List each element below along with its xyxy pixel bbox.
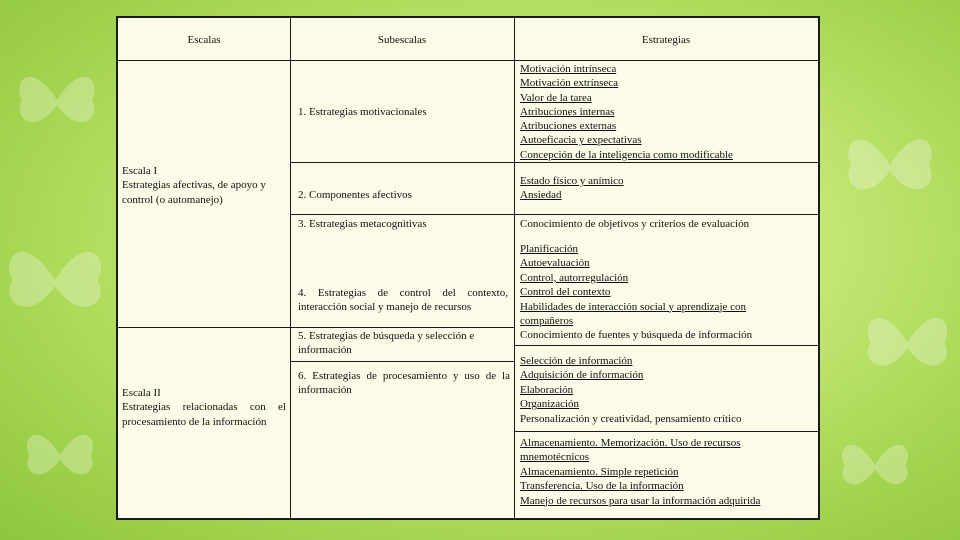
escala-1-label: Escala I Estrategias afectivas, de apoyo y control (o automanejo)	[122, 165, 266, 206]
subescala-3: 3. Estrategias metacognitivas	[298, 218, 427, 230]
escala-2-label: Escala II Estrategias relacionadas con el procesamiento de la información	[122, 387, 286, 428]
estrategias-4: Planificación Autoevaluación Control, autorregulación Control del contexto Habilidades de interacción social y aprendizaje con compañeros Conocimiento de fuentes y búsqueda de información	[520, 243, 753, 342]
butterfly-icon	[840, 120, 940, 210]
estrategias-3: Conocimiento de objetivos y criterios de evaluación	[520, 218, 750, 230]
estrategias-1: Motivación intrínseca Motivación extrínseca Valor de la tarea Atribuciones internas Atribuciones externas Autoeficacia y expectativas Concepción de la inteligencia como modificable	[520, 63, 733, 161]
subescala-6: 6. Estrategias de procesamiento y uso de la información	[298, 370, 510, 397]
subescala-2: 2. Componentes afectivos	[298, 189, 412, 201]
butterfly-icon	[860, 300, 955, 385]
strategies-table	[116, 16, 820, 520]
estrategias-5: Selección de información Adquisición de información Elaboración Organización Personalización y creatividad, pensamiento crítico	[520, 355, 742, 425]
estrategias-2: Estado físico y anímico Ansiedad	[520, 175, 624, 202]
subescala-1: 1. Estrategias motivacionales	[298, 106, 427, 118]
butterfly-icon	[835, 430, 915, 500]
butterfly-icon	[0, 230, 110, 330]
header-escalas: Escalas	[187, 34, 221, 46]
header-subescalas: Subescalas	[377, 34, 427, 46]
subescala-5: 5. Estrategias de búsqueda y selección e información	[298, 330, 475, 357]
header-estrategias: Estrategias	[641, 34, 691, 46]
subescala-4: 4. Estrategias de control del contexto, interacción social y manejo de recursos	[298, 287, 508, 314]
butterfly-icon	[12, 60, 102, 140]
estrategias-6: Almacenamiento. Memorización. Uso de recursos mnemotécnicos Almacenamiento. Simple repetición Transferencia. Uso de la información Manejo de recursos para usar la información adquirida	[520, 437, 761, 507]
butterfly-icon	[20, 420, 100, 490]
